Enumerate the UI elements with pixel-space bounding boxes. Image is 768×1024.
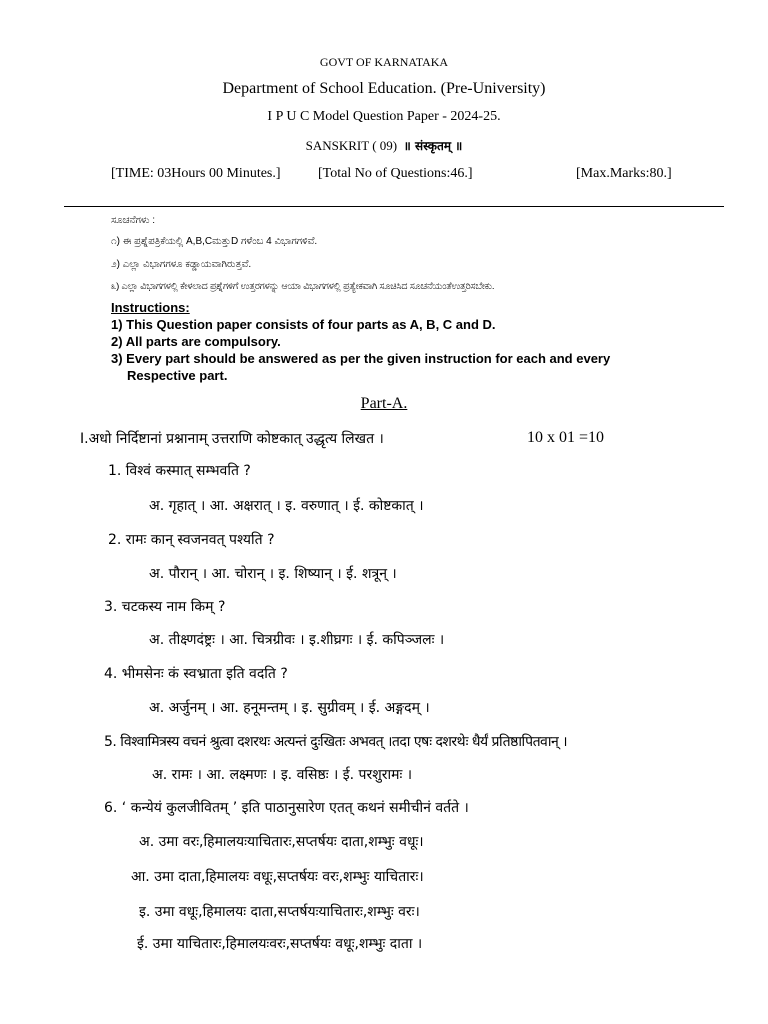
total-questions-info: [Total No of Questions:46.] xyxy=(318,166,473,181)
question-6-option-i: इ. उमा वधूः,हिमालयः दाता,सप्तर्षयःयाचितारः,शम्भुः वरः। xyxy=(139,904,420,920)
question-3: 3. चटकस्य नाम किम् ? xyxy=(104,599,226,615)
question-5-options: अ. रामः । आ. लक्ष्मणः । इ. वसिष्ठः । ई. परशुरामः । xyxy=(152,767,413,783)
question-4: 4. भीमसेनः कं स्वभ्राता इति वदति ? xyxy=(104,666,288,682)
section-instruction: I.अधो निर्दिष्टानां प्रश्नानाम् उत्तराणि कोष्टकात् उद्धृत्य लिखत । xyxy=(80,431,384,447)
department-heading: Department of School Education. (Pre-University) xyxy=(222,80,546,97)
question-6-option-aa: आ. उमा दाता,हिमालयः वधूः,सप्तर्षयः वरः,शम्भुः याचितारः। xyxy=(131,869,424,885)
question-1: 1. विश्वं कस्मात् सम्भवति ? xyxy=(108,463,251,479)
kannada-instruction-3: ೩) ಎಲ್ಲಾ ವಿಭಾಗಗಳಲ್ಲಿ ಕೇಳಲಾದ ಪ್ರಶ್ನೆಗಳಿಗೆ ಉತ್ತರಗಳನ್ನು ಆಯಾ ವಿಭಾಗಗಳಲ್ಲಿ ಪ್ರತ್ಯೇಕವಾಗಿ ಸೂಚಿಸಿದ ಸೂಚನೆಯಂತೆಉತ್ತರಿಸಬೇಕು. xyxy=(111,281,495,292)
paper-title: I P U C Model Question Paper - 2024-25. xyxy=(267,109,501,124)
part-title: Part-A. xyxy=(360,395,408,412)
question-3-options: अ. तीक्ष्णदंष्ट्रः । आ. चित्रग्रीवः । इ.शीघ्रगः । ई. कपिञ्जलः । xyxy=(149,632,445,648)
instruction-3-continuation: Respective part. xyxy=(127,368,228,383)
question-4-options: अ. अर्जुनम् । आ. हनूमन्तम् । इ. सुग्रीवम् । ई. अङ्गदम् । xyxy=(149,700,430,716)
header-divider xyxy=(64,206,724,207)
instructions-heading: Instructions: xyxy=(111,300,190,315)
max-marks-info: [Max.Marks:80.] xyxy=(576,166,672,181)
question-6-option-a: अ. उमा वरः,हिमालयःयाचितारः,सप्तर्षयः दाता,शम्भुः वधूः। xyxy=(139,834,424,850)
question-6-option-ii: ई. उमा याचितारः,हिमालयःवरः,सप्तर्षयः वधूः,शम्भुः दाता । xyxy=(137,936,423,952)
kannada-instruction-2: ೨) ಎಲ್ಲಾ ವಿಭಾಗಗಳೂ ಕಡ್ಡಾಯವಾಗಿರುತ್ತವೆ. xyxy=(111,259,252,270)
subject-code: SANSKRIT ( 09) xyxy=(305,138,398,153)
question-5: 5. विश्वामित्रस्य वचनं श्रुत्वा दशरथः अत्यन्तं दुःखितः अभवत् ।तदा एषः दशरथेः धैर्यं प्रतिष्ठापितवान् । xyxy=(104,734,567,750)
kannada-instructions-heading: ಸೂಚನೆಗಳು : xyxy=(111,215,156,226)
govt-heading: GOVT OF KARNATAKA xyxy=(319,55,449,69)
question-2-options: अ. पौरान् । आ. चोरान् । इ. शिष्यान् । ई. शत्रून् । xyxy=(149,566,397,582)
question-6: 6. ‘ कन्येयं कुलजीवितम् ’ इति पाठानुसारेण एतत् कथनं समीचीनं वर्तते । xyxy=(104,800,469,816)
subject-line xyxy=(0,137,768,154)
instruction-3: 3) Every part should be answered as per the given instruction for each and every xyxy=(111,351,611,366)
question-2: 2. रामः कान् स्वजनवत् पश्यति ? xyxy=(108,532,275,548)
time-info: [TIME: 03Hours 00 Minutes.] xyxy=(111,166,281,181)
kannada-instruction-1: ೧) ಈ ಪ್ರಶ್ನೆಪತ್ರಿಕೆಯಲ್ಲಿ A,B,Cಮತ್ತುD ಗಳೆಂಬ 4 ವಿಭಾಗಗಳಿವೆ. xyxy=(111,236,318,247)
instruction-2: 2) All parts are compulsory. xyxy=(111,334,281,349)
instruction-1: 1) This Question paper consists of four parts as A, B, C and D. xyxy=(111,317,496,332)
subject-native: ॥ संस्कृतम् ॥ xyxy=(403,139,463,153)
section-marks: 10 x 01 =10 xyxy=(527,429,605,446)
question-1-options: अ. गृहात् । आ. अक्षरात् । इ. वरुणात् । ई. कोष्टकात् । xyxy=(149,498,424,514)
